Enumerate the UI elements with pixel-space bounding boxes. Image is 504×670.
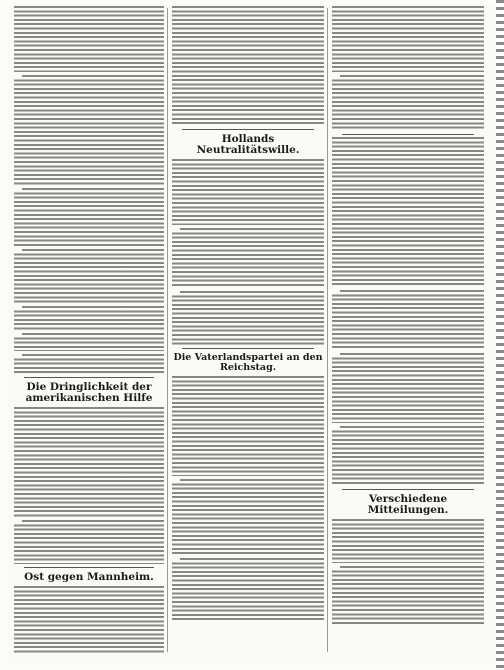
article-text [172, 479, 324, 555]
article-text [332, 6, 484, 72]
headline-american-aid: Die Dringlichkeit der amerikanischen Hilfe [25, 381, 153, 405]
article-text [332, 566, 484, 626]
headline-holland: Hollands Neutralitätswille. [196, 133, 300, 157]
section-rule [24, 377, 154, 378]
headline-mannheim: Ost gegen Mannheim. [24, 571, 154, 584]
column-right [332, 6, 484, 654]
article-text [14, 6, 164, 72]
section-rule [24, 567, 154, 568]
article-text [172, 376, 324, 476]
article-text [14, 407, 164, 517]
column-left [14, 6, 164, 654]
section-rule [342, 134, 474, 135]
page-edge [496, 0, 504, 670]
section-rule [342, 489, 474, 490]
article-text [332, 290, 484, 350]
article-text [172, 159, 324, 225]
article-text [14, 249, 164, 303]
headline-vaterlandspartei: Die Vaterlandspartei an den Reichstag. [173, 352, 323, 373]
article-text [14, 306, 164, 330]
section-rule [182, 129, 314, 130]
column-middle [172, 6, 324, 654]
article-text [14, 333, 164, 351]
article-text [14, 188, 164, 246]
article-text [172, 228, 324, 288]
article-text [14, 354, 164, 374]
article-text [332, 426, 484, 486]
column-divider [167, 8, 168, 652]
article-text [332, 75, 484, 131]
headline-mitteilungen: Verschiedene Mitteilungen. [367, 493, 449, 517]
article-text [332, 353, 484, 423]
article-text [14, 520, 164, 564]
article-text [14, 75, 164, 185]
article-text [14, 586, 164, 654]
article-text [172, 558, 324, 622]
section-rule [182, 348, 314, 349]
column-divider [327, 8, 328, 652]
article-text [172, 6, 324, 126]
article-text [332, 137, 484, 287]
article-text [172, 291, 324, 345]
article-text [332, 519, 484, 563]
